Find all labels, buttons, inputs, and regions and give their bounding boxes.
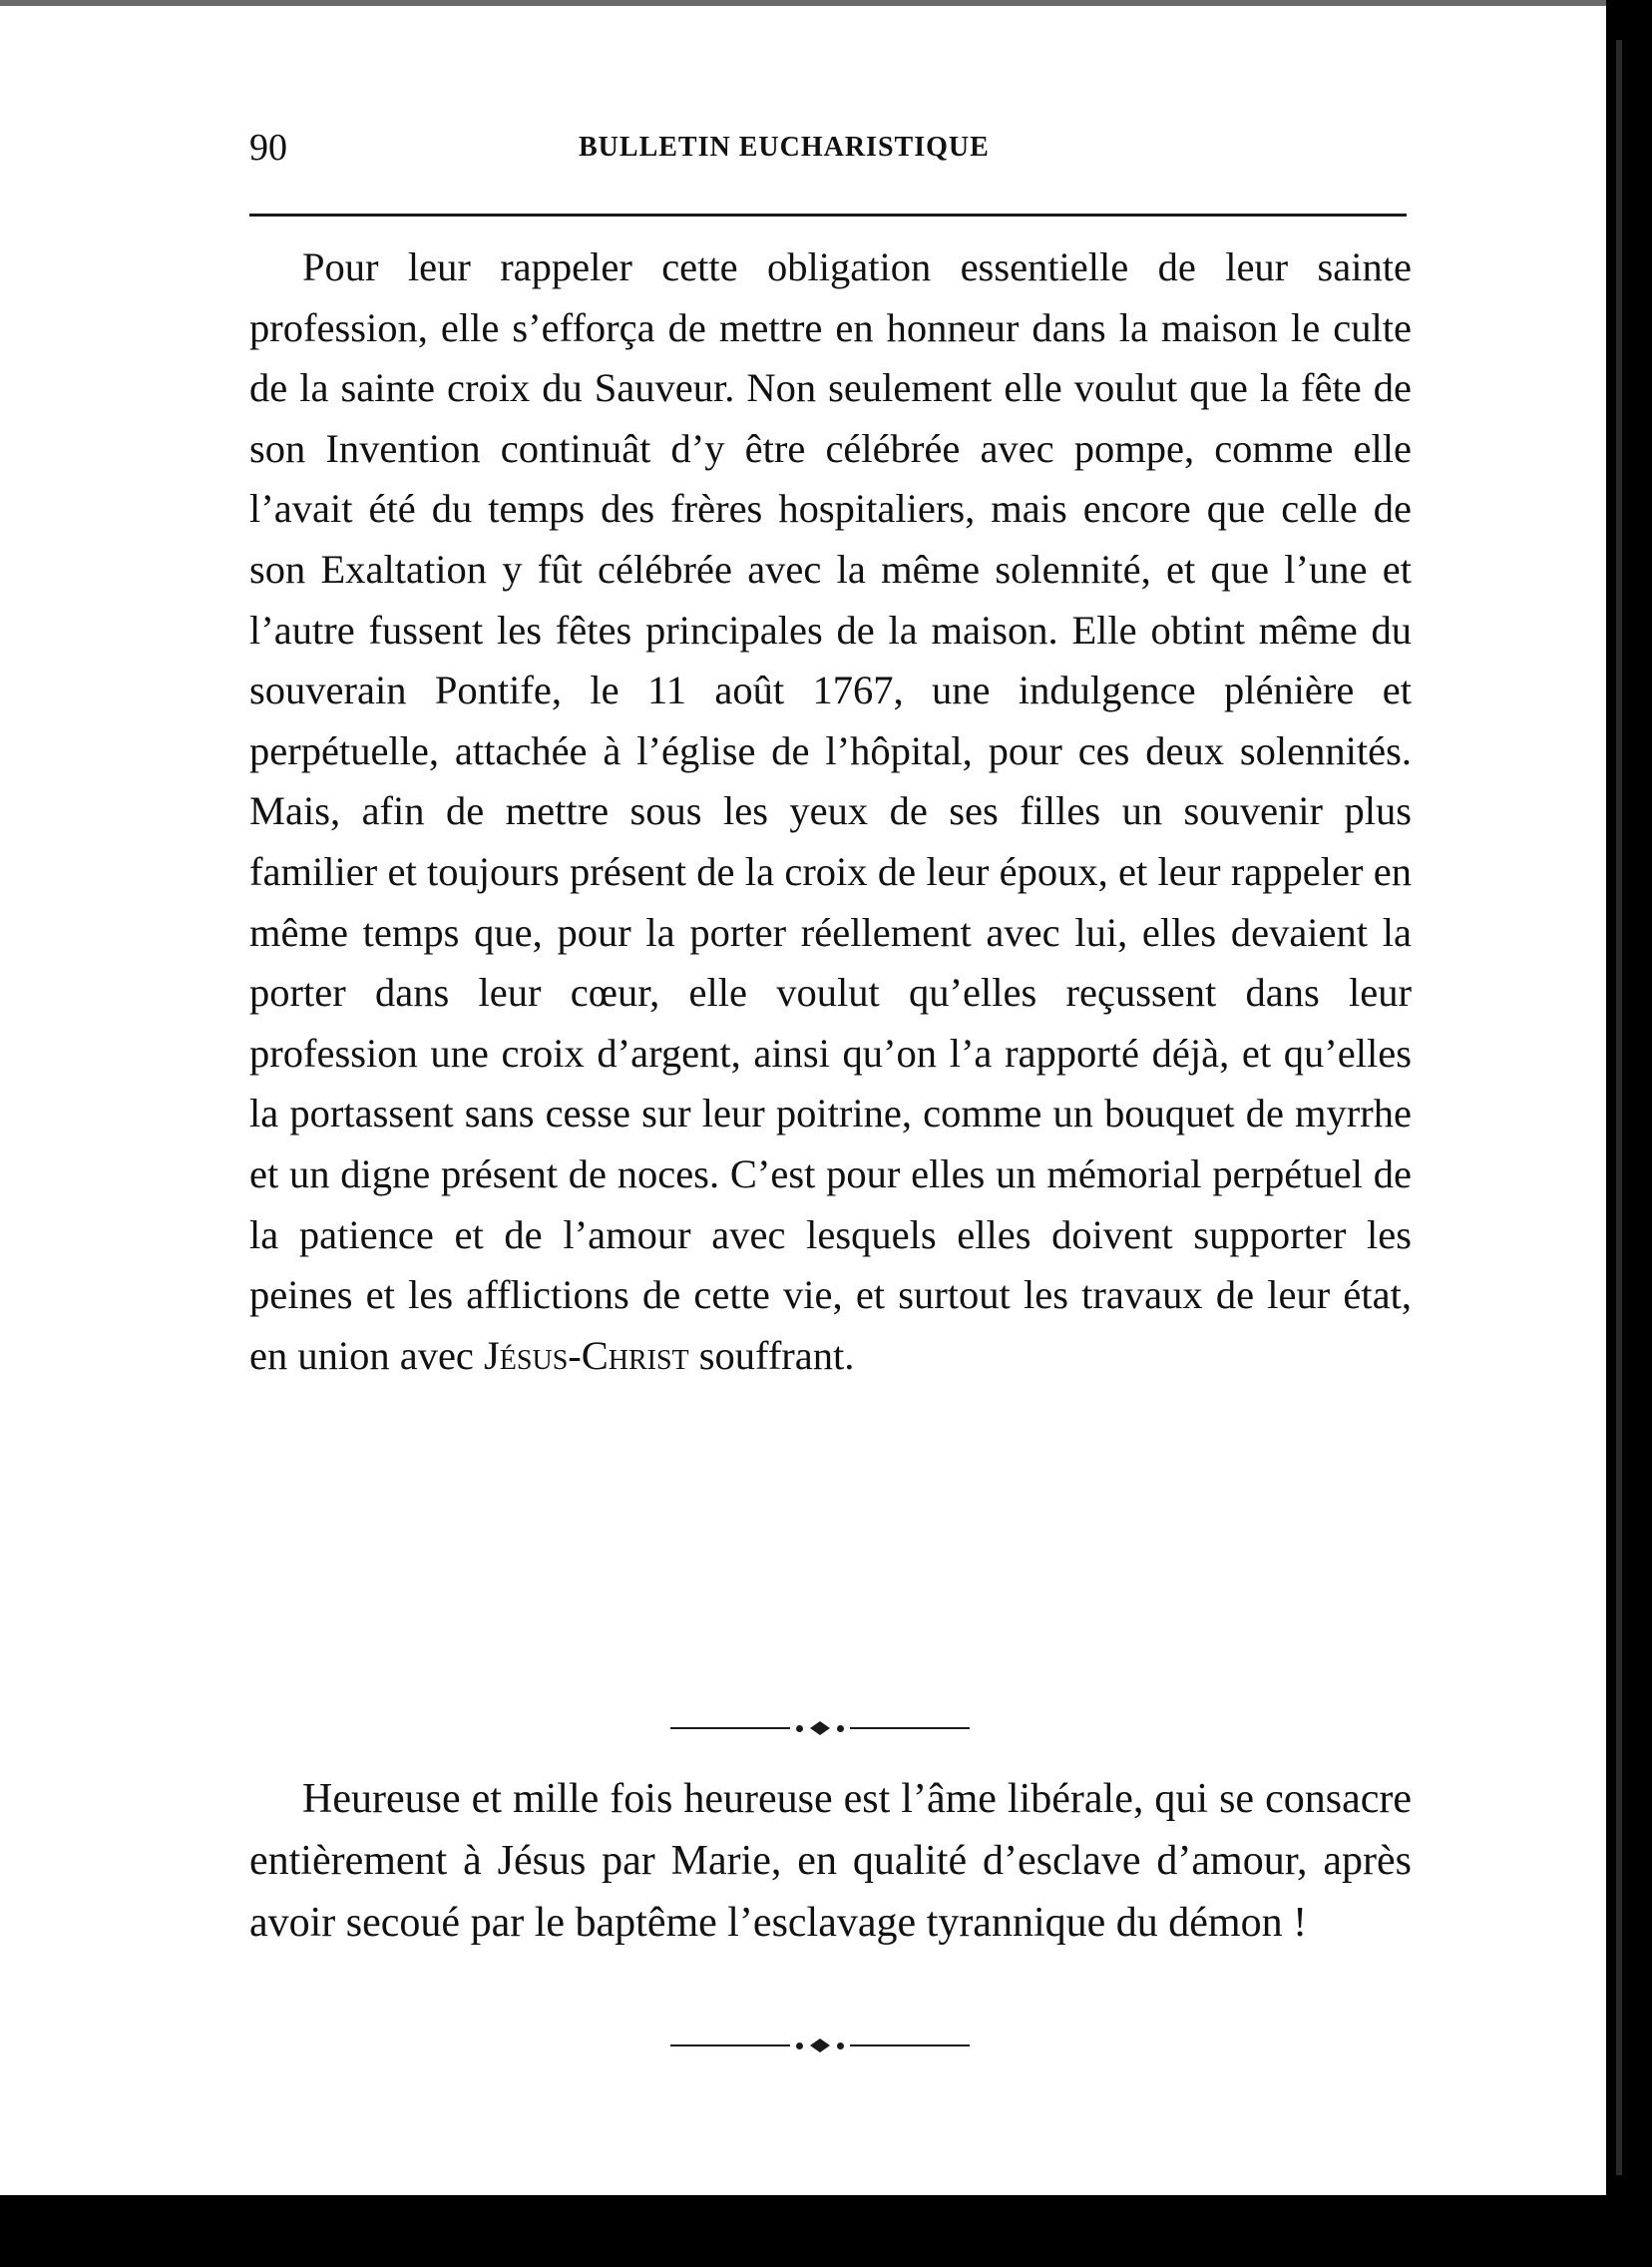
page-number: 90: [249, 127, 287, 169]
ornament-diamond-icon: [810, 1721, 830, 1735]
paragraph-1-name: Jésus-Christ: [484, 1332, 689, 1378]
page-header: [249, 126, 1407, 176]
paragraph-1-text: Pour leur rappeler cette obligation essentielle de leur sainte profession, elle s’efforça de mettre en honneur dans la maison le culte de la sainte croix du Sauveur. Non seulement elle voulut que la fête de son Invention continuât d’y être célébrée avec pompe, comme elle l’avait été du temps des frères hospitaliers, mais encore que celle de son Exaltation y fût célébrée avec la même solennité, et que l’une et l’autre fussent les fêtes principales de la maison. Elle obtint même du souverain Pontife, le 11 août 1767, une indulgence plénière et perpétuelle, attachée à l’église de l’hôpital, pour ces deux solennités. Mais, afin de mettre sous les yeux de ses filles un souvenir plus familier et toujours présent de la croix de leur époux, et leur rappeler en même temps que, pour la porter réellement avec lui, elles devaient la porter dans leur cœur, elle voulut qu’elles reçussent dans leur profession une croix d’argent, ainsi qu’on l’a rapporté déjà, et qu’elles la portassent sans cesse sur leur poitrine, comme un bouquet de myrrhe et un digne présent de noces. C’est pour elles un mémorial perpétuel de la patience et de l’amour avec lesquels elles doivent supporter les peines et les afflictions de cette vie, et surtout les travaux de leur état, en union avec: [249, 244, 1412, 1378]
ornament-line-left: [670, 1727, 790, 1729]
section-ornament-1: [670, 1718, 970, 1738]
ornament-line-left: [670, 2044, 790, 2046]
running-title: BULLETIN EUCHARISTIQUE: [579, 132, 990, 163]
ornament-dot-left: [796, 1725, 803, 1732]
ornament-diamond-icon: [810, 2039, 830, 2052]
paragraph-2: Heureuse et mille fois heureuse est l’âme libérale, qui se consacre entièrement à Jésus par Marie, en qualité d’esclave d’amour, après avoir secoué par le baptême l’esclavage tyrannique du démon !: [249, 1776, 1412, 1946]
scan-frame-bottom: [0, 2195, 1652, 2267]
header-rule: [249, 214, 1407, 217]
section-ornament-2: [670, 2036, 970, 2055]
scan-frame-edge: [1616, 40, 1622, 2175]
ornament-dot-left: [796, 2042, 803, 2049]
scan-frame-right: [1606, 0, 1652, 2195]
paragraph-1: [249, 237, 1412, 1386]
ornament-dot-right: [837, 2042, 844, 2049]
ornament-line-right: [850, 2044, 970, 2046]
ornament-dot-right: [837, 1725, 844, 1732]
paragraph-1-ending: souffrant.: [688, 1332, 855, 1378]
top-edge: [0, 0, 1606, 6]
ornament-line-right: [850, 1727, 970, 1729]
